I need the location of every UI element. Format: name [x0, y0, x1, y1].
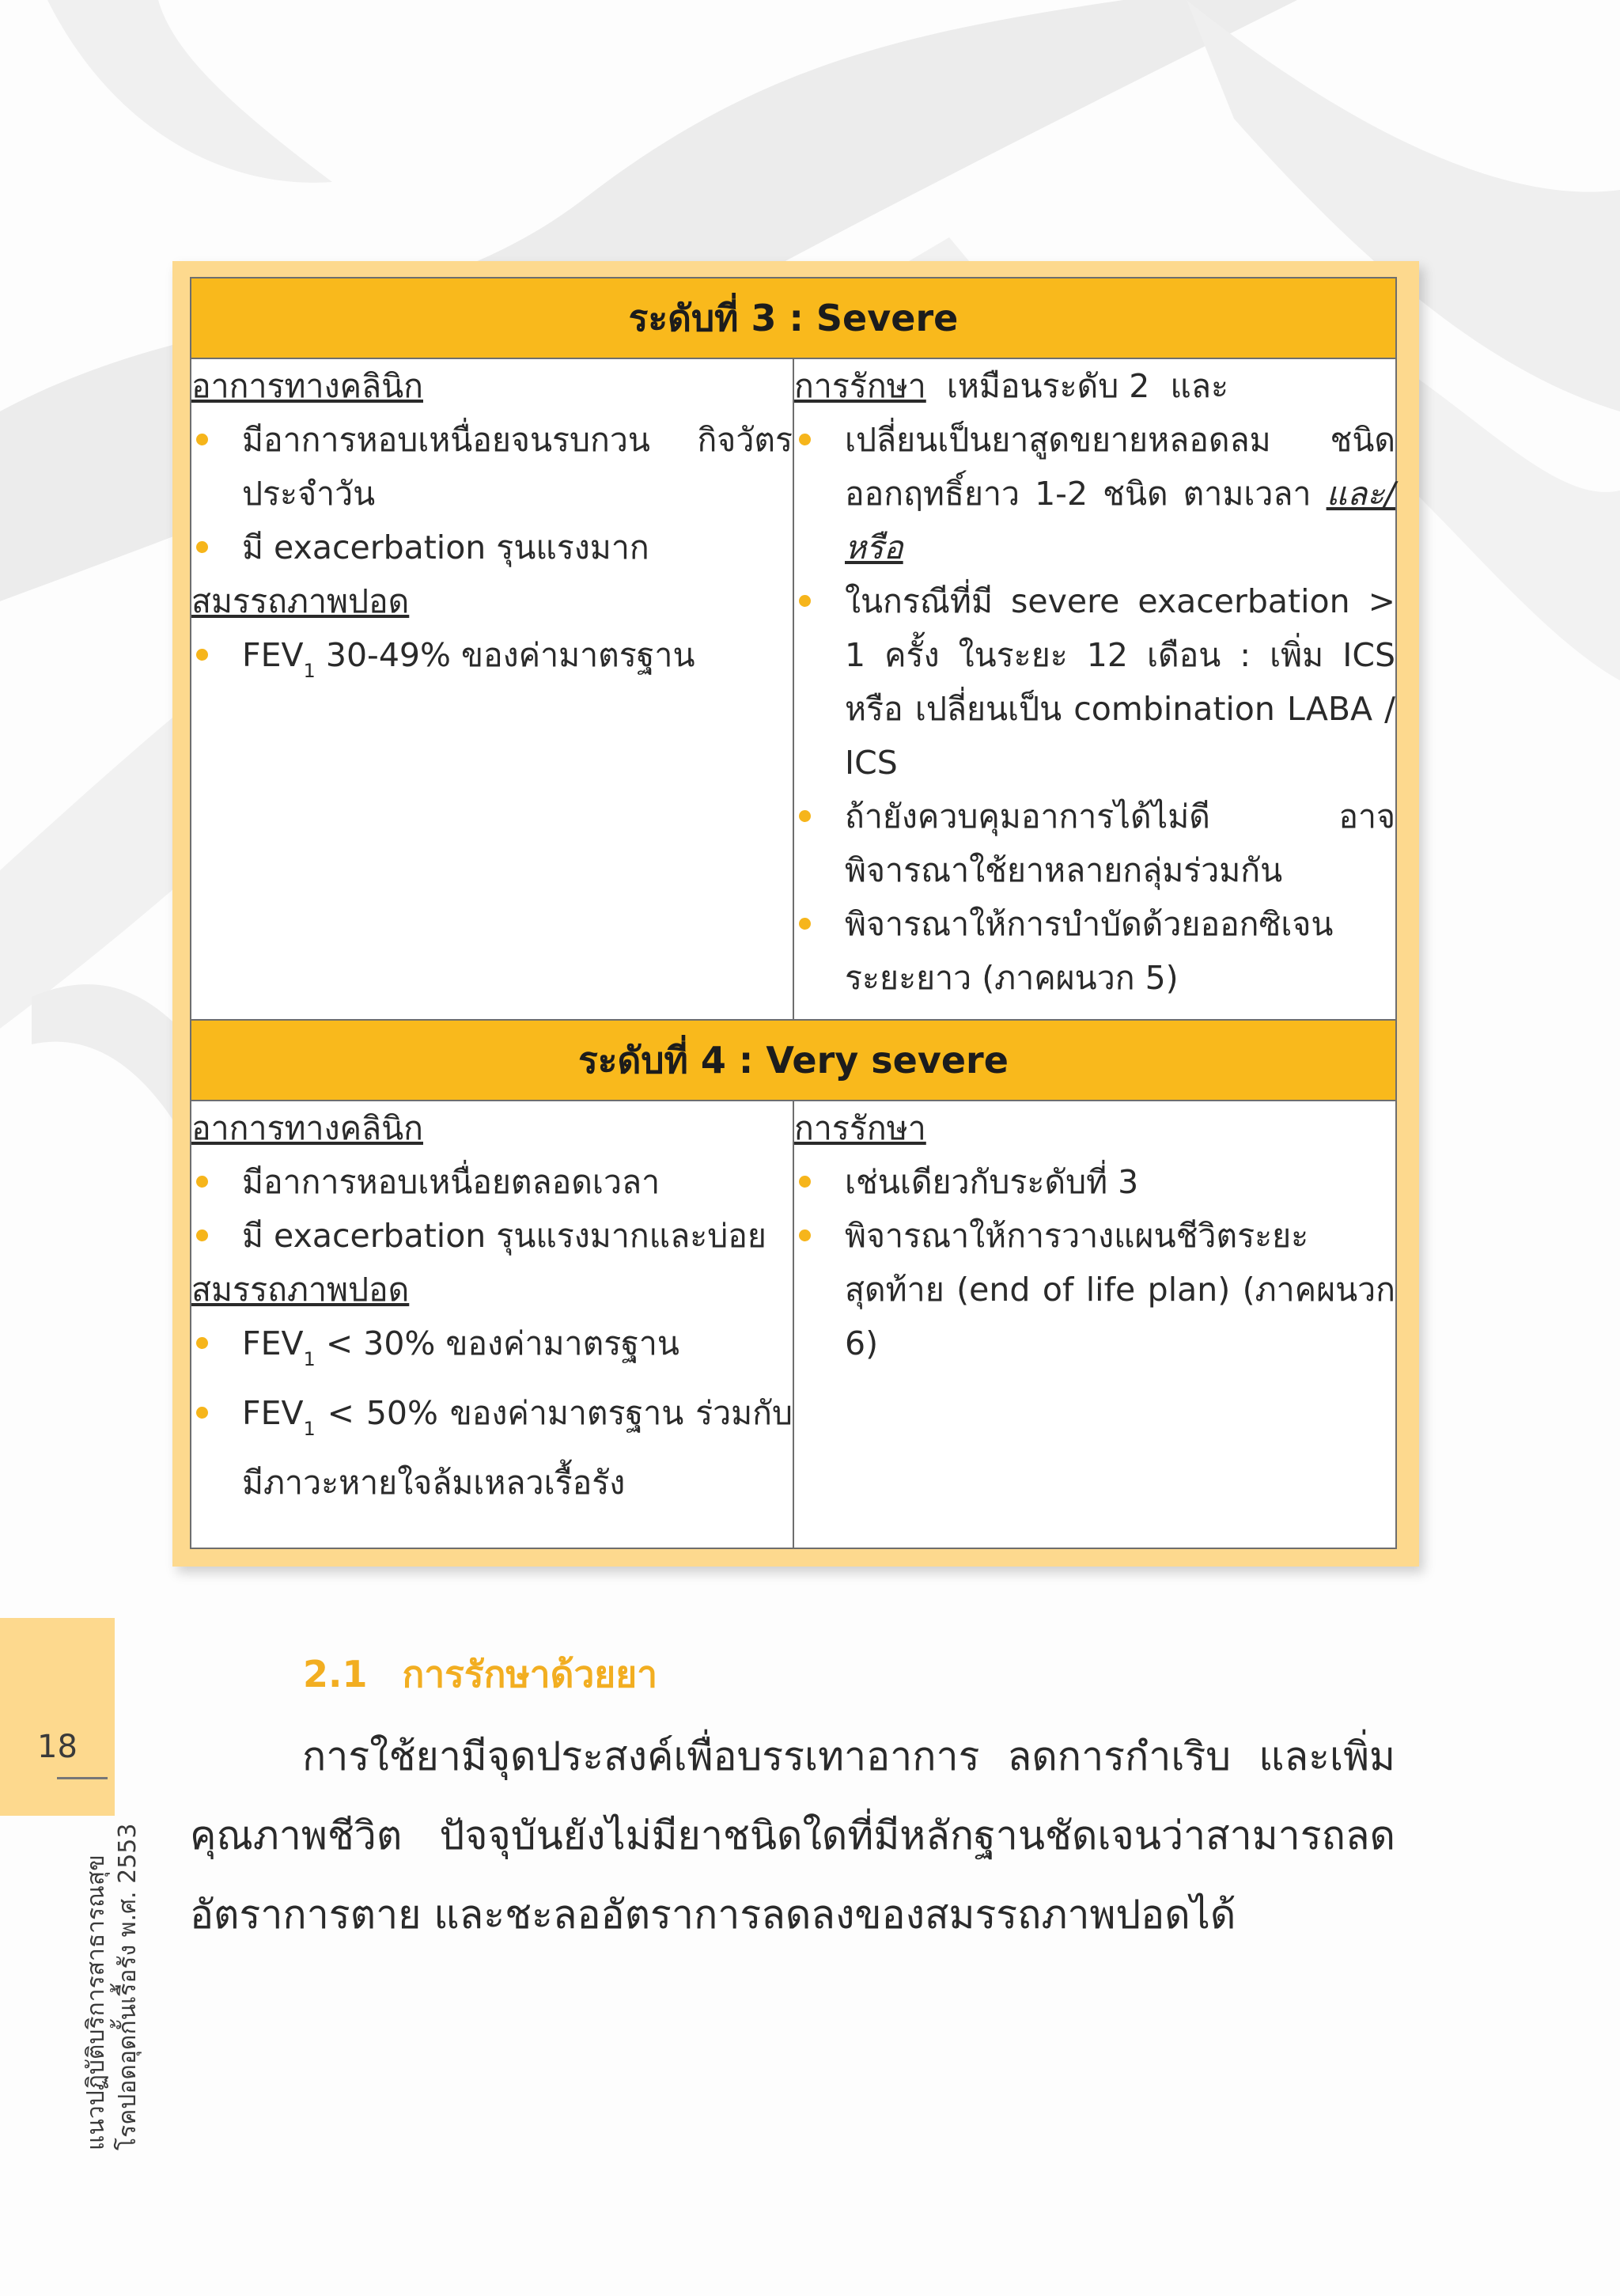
section3-header: ระดับที่ 3 : Severe	[191, 278, 1396, 358]
list-item	[794, 413, 1395, 574]
body-paragraph	[190, 1717, 1395, 1954]
severity-table	[190, 277, 1397, 1549]
treatment-title: การรักษา	[794, 367, 926, 405]
page-number: 18	[37, 1729, 78, 1765]
list-item	[191, 1386, 793, 1510]
fev-subscript: 1	[303, 660, 316, 682]
fev-subscript: 1	[303, 1348, 316, 1370]
sidebar-running-title	[81, 1823, 144, 2150]
treatment-title: การรักษา	[794, 1109, 926, 1147]
list-item: ถ้ายังควบคุมอาการได้ไม่ดี อาจพิจารณาใช้ยาหลายกลุ่มร่วมกัน	[794, 790, 1395, 897]
section3-clinical-cell	[191, 358, 793, 1020]
fev-label: FEV	[242, 636, 304, 674]
section4-treatment-cell	[793, 1101, 1396, 1548]
page-tab	[0, 1618, 115, 1816]
clinical-title: อาการทางคลินิก	[191, 1109, 423, 1147]
sidebar-line-2: โรคปอดอุดกั้นเรื้อรัง พ.ศ. 2553	[114, 1823, 142, 2150]
page-number-rule	[57, 1777, 108, 1779]
list-item: มีอาการหอบเหนื่อยตลอดเวลา	[191, 1155, 793, 1209]
fev-label: FEV	[242, 1324, 304, 1362]
list-item: พิจารณาให้การบำบัดด้วยออกซิเจนระยะยาว (ภาคผนวก 5)	[794, 897, 1395, 1005]
section-heading	[303, 1646, 657, 1703]
body-paragraph-text: การใช้ยามีจุดประสงค์เพื่อบรรเทาอาการ ลดการกำเริบ และเพิ่มคุณภาพชีวิต ปัจจุบันยังไม่มียาชนิดใดที่มีหลักฐานชัดเจนว่าสามารถลดอัตราการตาย และชะลออัตราการลดลงของสมรรถภาพปอดได้	[190, 1733, 1395, 1938]
list-item: มี exacerbation รุนแรงมาก	[191, 521, 793, 574]
section4-clinical-cell	[191, 1101, 793, 1548]
list-item: มี exacerbation รุนแรงมากและบ่อย	[191, 1209, 793, 1263]
section4-header: ระดับที่ 4 : Very severe	[191, 1020, 1396, 1101]
fev-label: FEV	[242, 1394, 304, 1432]
treatment-item-emphasis: และ/หรือ	[845, 475, 1395, 566]
section-number: 2.1	[303, 1653, 368, 1695]
lung-function-title: สมรรถภาพปอด	[191, 1271, 410, 1309]
treatment-item-text: เปลี่ยนเป็นยาสูดขยายหลอดลม ชนิดออกฤทธิ์ยาว 1-2 ชนิด ตามเวลา	[845, 421, 1395, 513]
treatment-title-line	[794, 359, 1395, 413]
list-item: เช่นเดียวกับระดับที่ 3	[794, 1155, 1395, 1209]
fev-text: 30-49% ของค่ามาตรฐาน	[315, 636, 695, 674]
fev-text: < 50% ของค่ามาตรฐาน ร่วมกับมีภาวะหายใจล้มเหลวเรื้อรัง	[242, 1394, 793, 1502]
list-item	[191, 628, 793, 698]
list-item: มีอาการหอบเหนื่อยจนรบกวน กิจวัตรประจำวัน	[191, 413, 793, 521]
list-item: พิจารณาให้การวางแผนชีวิตระยะสุดท้าย (end of life plan) (ภาคผนวก 6)	[794, 1209, 1395, 1370]
treatment-title-suffix: เหมือนระดับ 2 และ	[925, 367, 1228, 405]
sidebar-line-1: แนวปฏิบัติบริการสาธารณสุข	[82, 1855, 110, 2150]
section-title: การรักษาด้วยยา	[402, 1653, 658, 1695]
list-item: ในกรณีที่มี severe exacerbation > 1 ครั้ง ในระยะ 12 เดือน : เพิ่ม ICS หรือ เปลี่ยนเป็น combination LABA / ICS	[794, 574, 1395, 790]
list-item	[191, 1317, 793, 1386]
fev-subscript: 1	[303, 1418, 316, 1440]
lung-function-title: สมรรถภาพปอด	[191, 582, 410, 620]
fev-text: < 30% ของค่ามาตรฐาน	[315, 1324, 679, 1362]
clinical-title: อาการทางคลินิก	[191, 367, 423, 405]
section3-treatment-cell	[793, 358, 1396, 1020]
